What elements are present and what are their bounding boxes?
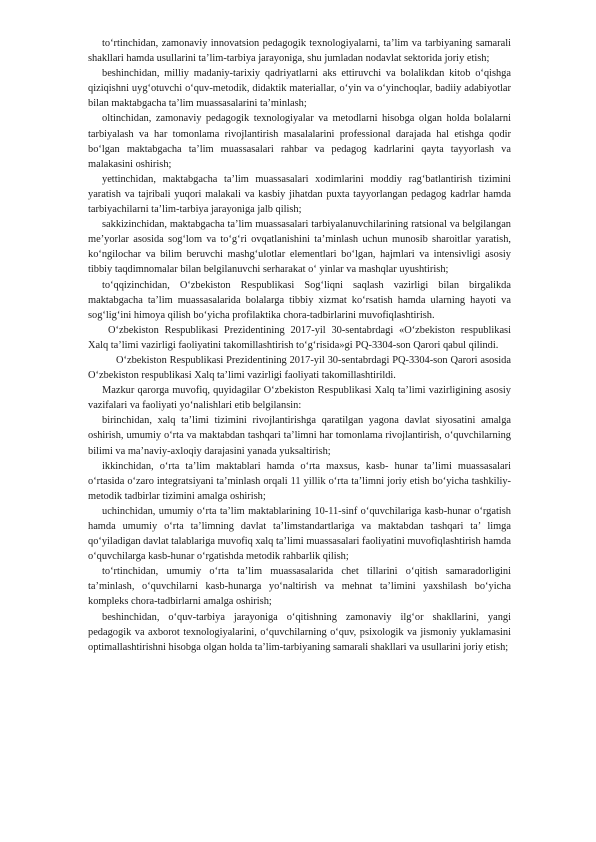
paragraph-12: uchinchidan, umumiy o‘rta ta’lim maktablarining 10-11-sinf o‘quvchilariga kasb-hunar o‘rgatish hamda umumiy o‘rta ta’limning davlat ta’limstandartlariga va maktabdan tashqari ta’ limga qo‘yiladigan davlat talablariga muvofiq xalq ta’limi muassasalari faoliyatini muvofiqlashtirish hamda o‘quvchilarga kasb-hunar o‘rgatishda metodik rahbarlik qilish; [88,505,511,563]
paragraph-1: to‘rtinchidan, zamonaviy innovatsion pedagogik texnologiyalarni, ta’lim va tarbiyaning samarali shakllari hamda usullarini ta’lim-tarbiya jarayoniga, shu jumladan nodavlat sektorida joriy etish; [88,38,511,65]
paragraph-7: O‘zbekiston Respublikasi Prezidentining 2017-yil 30-sentabrdagi «O‘zbekiston respublikasi Xalq ta’limi vazirligi faoliyatini takomillashtirish to‘g‘risida»gi PQ-3304-son Qarori qabul qilindi. [88,324,511,351]
paragraph-13: to‘rtinchidan, umumiy o‘rta ta’lim muassasalarida chet tillarini o‘qitish samaradorligini ta’minlash, o‘quvchilarni kasb-hunarga yo‘naltirish va mehnat ta’limini yaxshilash bo‘yicha kompleks chora-tadbirlarni amalga oshirish; [88,566,511,608]
paragraph-5: sakkizinchidan, maktabgacha ta’lim muassasalari tarbiyalanuvchilarining ratsional va belgilangan me’yorlar asosida sog‘lom va to‘g‘ri ovqatlanishini ta’minlash uchun munosib sharoitlar yaratish, ko‘ngilochar va bilim beruvchi mashg‘ulotlar elementlari bo‘lgan, hajmlari va intensivligi asosiy tibbiy taqdimnomalar bilan belgilanuvchi serharakat o‘ yinlar va mashqlar uyushtirish; [88,219,511,276]
paragraph-8: O‘zbekiston Respublikasi Prezidentining 2017-yil 30-sentabrdagi PQ-3304-son Qarori asosida O‘zbekiston respublikasi Xalq ta’limi vazirligi faoliyati takomillashtirildi. [88,354,511,382]
paragraph-11: ikkinchidan, o‘rta ta’lim maktablari hamda o‘rta maxsus, kasb- hunar ta’limi muassasalari o‘rtasida o‘zaro integratsiyani ta’minlash orqali 11 yillik o‘rta ta’limni joriy etish bo‘yicha tashkiliy-metodik tadbirlar tizimini amalga oshirish; [88,460,511,502]
paragraph-2: beshinchidan, milliy madaniy-tarixiy qadriyatlarni aks ettiruvchi va bolalikdan kitob o‘qishga qiziqishni uyg‘otuvchi o‘quv-metodik, didaktik materiallar, o‘yin va o‘yinchoqlar, badiiy adabiyotlar bilan maktabgacha ta’lim muassasalarini ta’minlash; [88,68,511,110]
paragraph-3: oltinchidan, zamonaviy pedagogik texnologiyalar va metodlarni hisobga olgan holda bolalarni tarbiyalash va har tomonlama rivojlantirish masalalarini professional darajada hal etishga qodir bo‘lgan maktabgacha ta’lim muassasalari rahbar va pedagog kadrlarini qayta tayyorlash va malakasini oshirish; [88,113,511,170]
paragraph-4: yettinchidan, maktabgacha ta’lim muassasalari xodimlarini moddiy rag‘batlantirish tizimini yaratish va tajribali yuqori malakali va kasbiy jihatdan puxta tayyorlangan pedagog kadrlar hamda tarbiyachilarni ta’lim-tarbiya jarayoniga jalb qilish; [88,173,511,216]
paragraph-6: to‘qqizinchidan, O‘zbekiston Respublikasi Sog‘liqni saqlash vazirligi bilan birgalikda maktabgacha ta’lim muassasalarida bolalarga tibbiy xizmat ko‘rsatish hamda ularning hayoti va sog‘lig‘ini himoya qilish bo‘yicha profilaktika chora-tadbirlarini muvofiqlashtirish. [88,279,511,321]
paragraph-14: beshinchidan, o‘quv-tarbiya jarayoniga o‘qitishning zamonaviy ilg‘or shakllarini, yangi pedagogik va axborot texnologiyalarini, o‘quvchilarning o‘quv, psixologik va jismoniy yuklamasini optimallashtirishni hisobga olgan holda ta’lim-tarbiyaning samarali shakllari va usullarini joriy etish; [88,611,511,653]
paragraph-10: birinchidan, xalq ta’limi tizimini rivojlantirishga qaratilgan yagona davlat siyosatini amalga oshirish, umumiy o‘rta va maktabdan tashqari ta’limni har tomonlama rivojlantirish, o‘quvchilarning bilimi va ma’naviy-axloqiy darajasini yanada yuksaltirish; [88,415,511,457]
paragraph-9: Mazkur qarorga muvofiq, quyidagilar O‘zbekiston Respublikasi Xalq ta’limi vazirligining asosiy vazifalari va faoliyati yo‘nalishlari etib belgilansin: [88,385,511,412]
document-page [88,36,511,655]
